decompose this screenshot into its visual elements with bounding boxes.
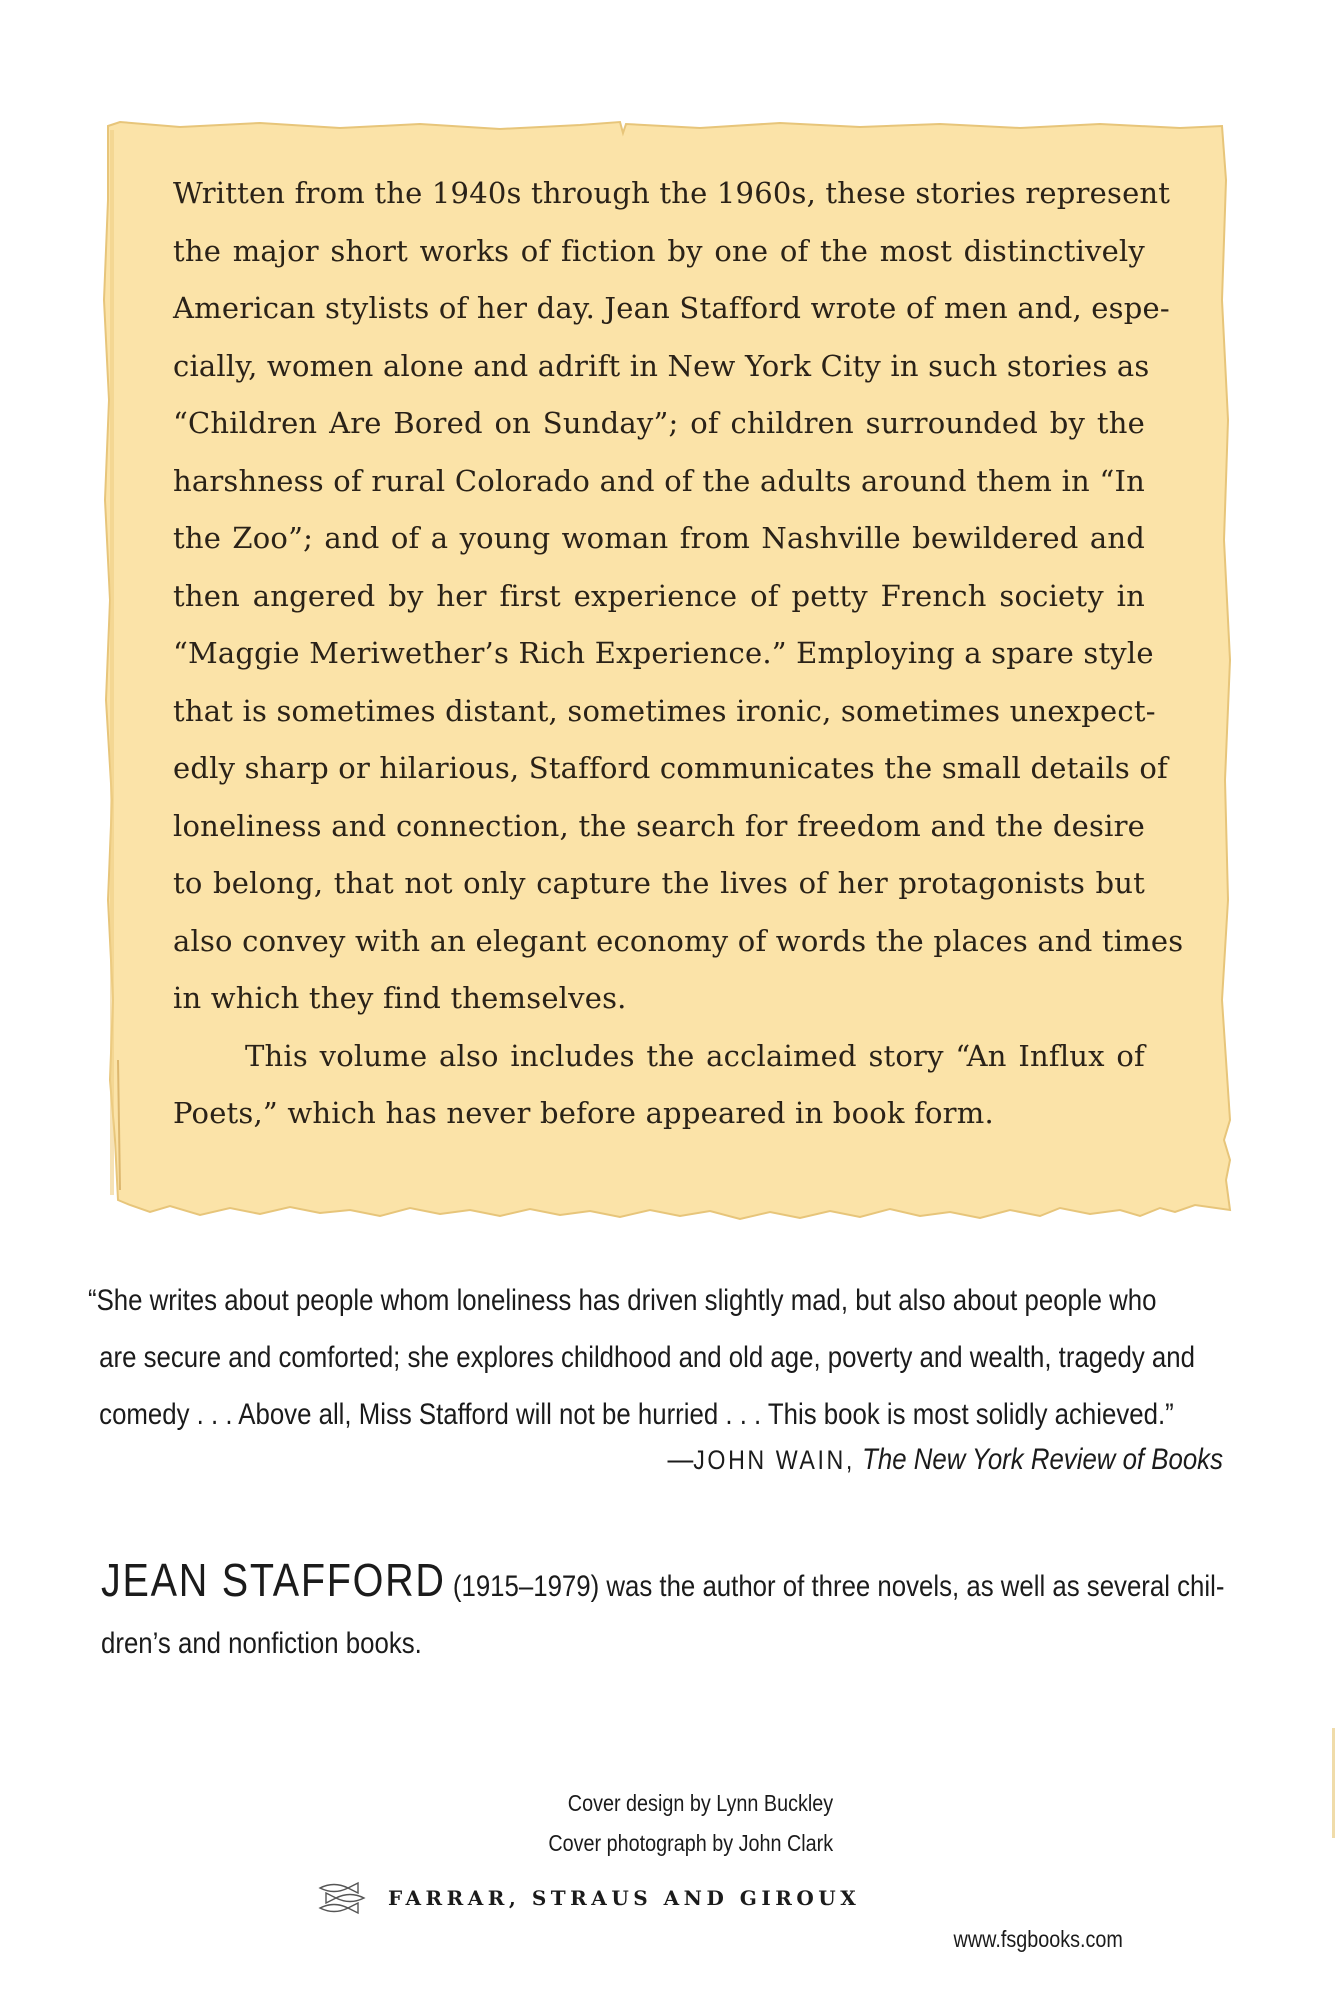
- description-line: loneliness and connection, the search for freedom and the desire: [173, 808, 1145, 843]
- description-line: that is sometimes distant, sometimes ironic, sometimes unexpect-: [173, 693, 1156, 728]
- description-line: to belong, that not only capture the lives of her protagonists but: [173, 866, 1145, 900]
- quote-line: comedy . . . Above all, Miss Stafford will not be hurried . . . This book is most solidly achieved.”: [99, 1398, 1174, 1431]
- description-line: in which they find themselves.: [173, 981, 627, 1015]
- review-quote: [88, 1272, 1195, 1443]
- bio-line-2: dren’s and nonfiction books.: [101, 1627, 422, 1660]
- cover-photo-credit: Cover photograph by John Clark: [548, 1830, 833, 1856]
- description-line: the major short works of fiction by one of the most distinctively: [173, 233, 1145, 268]
- description-paragraph-1: [173, 165, 1184, 1028]
- quote-line: are secure and comforted; she explores childhood and old age, poverty and wealth, tragedy and: [99, 1341, 1195, 1374]
- cover-design-credit: Cover design by Lynn Buckley: [567, 1790, 833, 1816]
- attribution-publication: The New York Review of Books: [862, 1443, 1223, 1476]
- quote-attribution: [667, 1443, 1223, 1477]
- description-line: American stylists of her day. Jean Stafford wrote of men and, espe-: [173, 291, 1170, 325]
- description-line: Written from the 1940s through the 1960s, these stories represent: [173, 176, 1171, 210]
- description-line: also convey with an elegant economy of words the places and times: [173, 923, 1184, 958]
- description-line: “Children Are Bored on Sunday”; of children surrounded by the: [173, 406, 1145, 440]
- description-paragraph-2: [173, 1028, 1145, 1143]
- fish-logo-icon: [318, 1880, 366, 1916]
- author-name: JEAN STAFFORD: [101, 1554, 446, 1606]
- description-line: edly sharp or hilarious, Stafford communicates the small details of: [173, 751, 1168, 785]
- bio-text: (1915–1979) was the author of three novels, as well as several chil-: [445, 1570, 1225, 1603]
- description-line: This volume also includes the acclaimed story “An Influx of: [245, 1038, 1145, 1073]
- publisher-imprint: [318, 1880, 860, 1916]
- description-line: “Maggie Meriwether’s Rich Experience.” Employing a spare style: [173, 636, 1154, 670]
- description-line: Poets,” which has never before appeared in book form.: [173, 1096, 994, 1130]
- publisher-website[interactable]: www.fsgbooks.com: [953, 1926, 1123, 1952]
- description-line: cially, women alone and adrift in New York City in such stories as: [173, 348, 1150, 383]
- author-bio: [101, 1552, 1225, 1672]
- book-description: [173, 165, 1184, 1143]
- quote-line: “She writes about people whom loneliness has driven slightly mad, but also about people who: [88, 1284, 1157, 1317]
- description-line: the Zoo”; and of a young woman from Nashville bewildered and: [173, 521, 1145, 555]
- cover-credits: [548, 1783, 833, 1863]
- description-line: then angered by her first experience of petty French society in: [173, 578, 1145, 613]
- attribution-name: JOHN WAIN,: [693, 1445, 855, 1475]
- attribution-dash: —: [667, 1443, 694, 1476]
- description-line: harshness of rural Colorado and of the adults around them in “In: [173, 463, 1145, 498]
- bio-line-1: [101, 1552, 1225, 1615]
- publisher-name: FARRAR, STRAUS AND GIROUX: [388, 1886, 861, 1910]
